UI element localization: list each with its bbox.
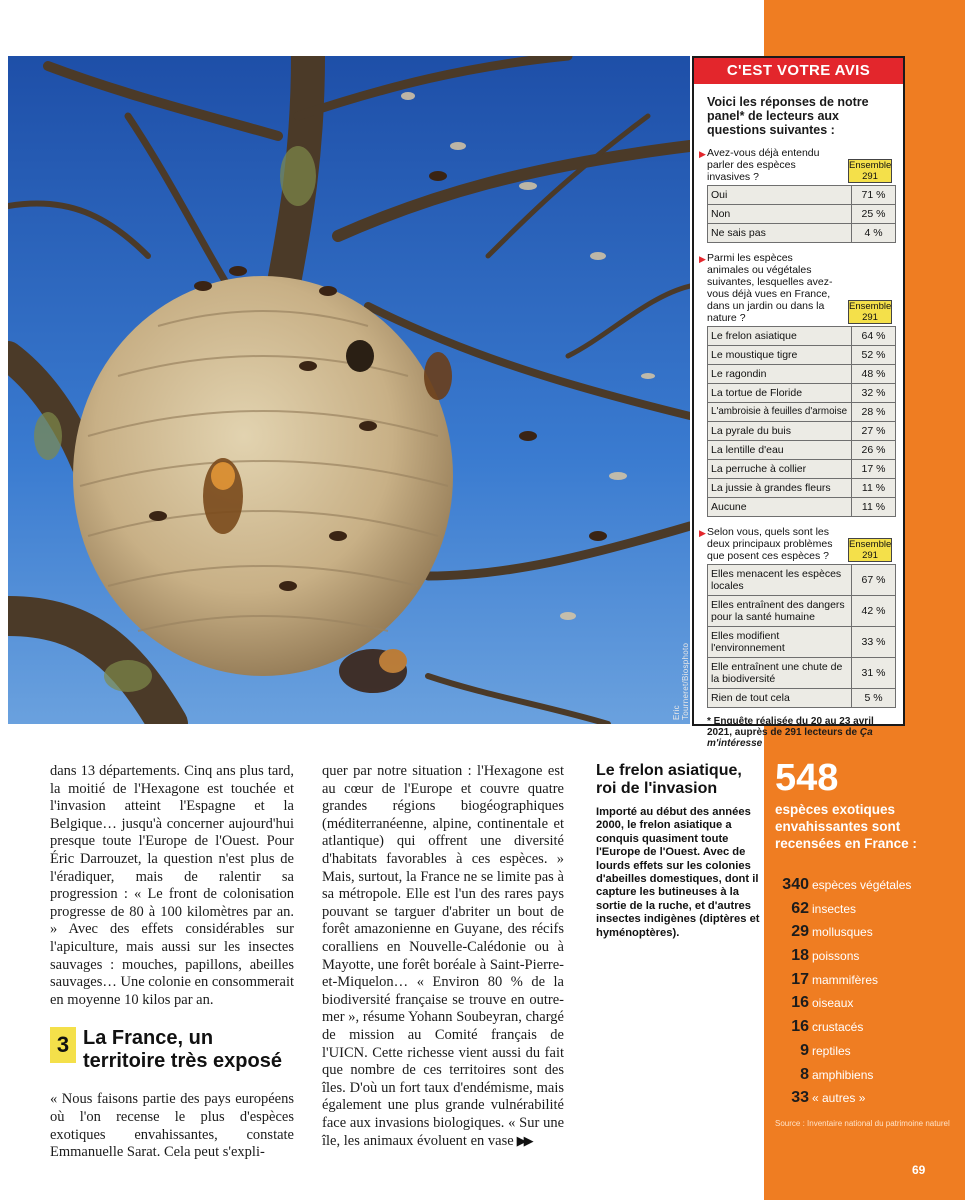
row-value: 25 % [852, 205, 896, 224]
table-row [708, 327, 896, 346]
sidebox-title: Le frelon asiatique, roi de l'invasion [596, 762, 742, 797]
row-value: 31 % [852, 658, 896, 689]
red-triangle-icon: ▶ [699, 149, 706, 159]
table-row [708, 186, 896, 205]
question-2-text: Parmi les espèces animales ou végétales suivantes, lesquelles avez-vous déjà vues en France, dans un jardin ou dans la nature ? [707, 252, 833, 324]
species-stats [775, 757, 955, 1128]
row-value: 5 % [852, 689, 896, 708]
row-label: La jussie à grandes fleurs [708, 479, 852, 498]
row-label: Aucune [708, 498, 852, 517]
ensemble-label: Ensemble [849, 539, 892, 550]
table-row [708, 441, 896, 460]
stat-number: 33 [791, 1089, 809, 1107]
row-value: 32 % [852, 384, 896, 403]
table-row [708, 658, 896, 689]
stat-label: espèces végétales [812, 878, 912, 892]
ensemble-count: 291 [862, 550, 878, 561]
list-item [775, 923, 955, 947]
red-triangle-icon: ▶ [699, 528, 706, 538]
section-number: 3 [50, 1027, 76, 1063]
stat-number: 17 [791, 970, 809, 988]
list-item [775, 971, 955, 995]
list-item [775, 876, 955, 900]
row-value: 71 % [852, 186, 896, 205]
table-row [708, 224, 896, 243]
ensemble-badge [848, 159, 892, 183]
poll-box [692, 56, 905, 749]
row-value: 11 % [852, 479, 896, 498]
poll-question-3 [694, 522, 903, 564]
row-value: 42 % [852, 596, 896, 627]
row-label: Elles entraînent des dangers pour la santé humaine [708, 596, 852, 627]
page-number: 69 [912, 1163, 926, 1177]
row-value: 48 % [852, 365, 896, 384]
stat-label: oiseaux [812, 996, 854, 1011]
question-1-text: Avez-vous déjà entendu parler des espèces invasives ? [707, 147, 820, 183]
poll-question-1 [694, 143, 903, 185]
row-label: Ne sais pas [708, 224, 852, 243]
poll-footnote [694, 708, 903, 749]
row-value: 27 % [852, 422, 896, 441]
stats-source: Source : Inventaire national du patrimoine naturel [775, 1118, 950, 1128]
row-label: Elle entraînent une chute de la biodiversité [708, 658, 852, 689]
section-title: La France, un territoire très exposé [83, 1027, 282, 1073]
section-heading [50, 1027, 294, 1073]
table-row [708, 205, 896, 224]
poll-header: C'EST VOTRE AVIS [694, 58, 903, 84]
sidebox-body: Importé au début des années 2000, le frelon asiatique a conquis quasiment toute l'Europe de l'Ouest. Avec de lourds effets sur les colonies d'abeilles domestiques, dont il capture les butineuses à la sortie de la ruche, et d'autres insectes indigènes (diptères et hyménoptères). [596, 806, 760, 939]
list-item [775, 1089, 955, 1113]
table-row [708, 596, 896, 627]
row-label: La tortue de Floride [708, 384, 852, 403]
row-value: 4 % [852, 224, 896, 243]
table-row [708, 384, 896, 403]
list-item [775, 1018, 955, 1042]
photo-credit: Eric Tourneret/Biosphoto [672, 642, 690, 720]
frelon-sidebox [596, 762, 761, 940]
poll-table-1 [707, 185, 896, 243]
row-label: Oui [708, 186, 852, 205]
footnote-text: * Enquête réalisée du 20 au 23 avril 2021, auprès de 291 lecteurs de [707, 716, 874, 738]
stat-label: crustacés [812, 1020, 864, 1035]
stat-label: mollusques [812, 925, 873, 940]
paragraph: « Nous faisons partie des pays européens où l'on recense le plus d'espèces exotiques envahissantes, constate Emmanuelle Sarat. Cela peut s'expli- [50, 1091, 294, 1161]
footnote-magazine: Ça m'intéresse [707, 727, 873, 749]
row-label: La pyrale du buis [708, 422, 852, 441]
stats-lead: espèces exotiques envahissantes sont recensées en France : [775, 802, 917, 851]
hornet-nest-photo [8, 56, 690, 724]
stat-label: « autres » [812, 1091, 866, 1106]
row-label: Le frelon asiatique [708, 327, 852, 346]
stat-label: insectes [812, 901, 857, 916]
list-item [775, 1066, 955, 1090]
paragraph: quer par notre situation : l'Hexagone est au cœur de l'Europe et couvre quatre grandes régions biogéographiques (méditerranéenne, alpine, continentale et atlantique) qui offrent une diversité d'habitats favorables à ces espèces. » Mais, surtout, la France ne se limite pas à sa métropole. Elle est l'un des rares pays pouvant se targuer d'abriter un bout de forêt amazonienne en Guyane, des récifs coralliens en Nouvelle-Calédonie ou à Mayotte, une forêt boréale à Saint-Pierre-et-Miquelon… « Environ 80 % de la biodiversité française se trouve en outre-mer », résume Yohann Soubeyran, chargé de mission au Comité français de l'UICN. Cette richesse vient aussi du fait que nombre de ces territoires sont des îles. D'où un fort taux d'endémisme, mais également une plus grande vulnérabilité face aux invasions biologiques. « Sur une île, les animaux évoluent en vase [322, 763, 564, 1150]
table-row [708, 460, 896, 479]
stat-label: amphibiens [812, 1067, 874, 1082]
stat-number: 16 [791, 994, 809, 1012]
article-column-2 [322, 763, 564, 1151]
row-value: 17 % [852, 460, 896, 479]
stats-list [775, 876, 955, 1113]
question-3-text: Selon vous, quels sont les deux principaux problèmes que posent ces espèces ? [707, 526, 833, 562]
red-triangle-icon: ▶ [699, 254, 706, 264]
table-row [708, 498, 896, 517]
row-label: Elles menacent les espèces locales [708, 565, 852, 596]
row-label: Non [708, 205, 852, 224]
poll-table-2 [707, 326, 896, 517]
stat-number: 16 [791, 1018, 809, 1036]
row-value: 26 % [852, 441, 896, 460]
row-label: La lentille d'eau [708, 441, 852, 460]
table-row [708, 689, 896, 708]
list-item [775, 900, 955, 924]
poll-table-3 [707, 564, 896, 708]
row-label: La perruche à collier [708, 460, 852, 479]
row-value: 33 % [852, 627, 896, 658]
stat-number: 18 [791, 947, 809, 965]
ensemble-label: Ensemble [849, 301, 892, 312]
ensemble-count: 291 [862, 312, 878, 323]
table-row [708, 479, 896, 498]
ensemble-count: 291 [862, 171, 878, 182]
row-value: 64 % [852, 327, 896, 346]
stat-number: 62 [791, 899, 809, 917]
stat-number: 8 [800, 1065, 809, 1083]
list-item [775, 994, 955, 1018]
table-row [708, 346, 896, 365]
row-label: Le ragondin [708, 365, 852, 384]
stat-label: mammifères [812, 972, 879, 987]
table-row [708, 627, 896, 658]
table-row [708, 365, 896, 384]
ensemble-badge [848, 300, 892, 324]
stat-number: 9 [800, 1041, 809, 1059]
list-item [775, 947, 955, 971]
row-value: 67 % [852, 565, 896, 596]
list-item [775, 1042, 955, 1066]
stats-total: 548 [775, 757, 839, 799]
table-row [708, 403, 896, 422]
ensemble-badge [848, 538, 892, 562]
ensemble-label: Ensemble [849, 160, 892, 171]
poll-intro: Voici les réponses de notre panel* de lecteurs aux questions suivantes : [707, 95, 869, 137]
continue-arrow-icon: ▶▶ [516, 1133, 531, 1149]
row-label: Elles modifient l'environnement [708, 627, 852, 658]
row-label: L'ambroisie à feuilles d'armoise [708, 403, 852, 422]
row-label: Rien de tout cela [708, 689, 852, 708]
row-label: Le moustique tigre [708, 346, 852, 365]
stat-label: poissons [812, 949, 860, 964]
paragraph: dans 13 départements. Cinq ans plus tard, la moitié de l'Hexagone est touchée et l'invasion atteint l'Espagne et la Belgique… jusqu'à concerner aujourd'hui presque toute l'Europe de l'Ouest. Pour Éric Darrouzet, la question n'est plus de l'éradiquer, mais de ralentir sa progression : « Le front de colonisation progresse de 80 à 100 kilomètres par an. » Avec des effets considérables sur l'apiculture, mais aussi sur les insectes sauvages : mouches, papillons, abeilles sauvages… Une colonie en consommerait en moyenne 10 kilos par an. [50, 763, 295, 1008]
row-value: 28 % [852, 403, 896, 422]
table-row [708, 422, 896, 441]
stat-number: 340 [782, 876, 809, 893]
row-value: 52 % [852, 346, 896, 365]
stat-number: 29 [791, 923, 809, 941]
poll-question-2 [694, 248, 903, 326]
article-column-1 [50, 763, 294, 1162]
row-value: 11 % [852, 498, 896, 517]
stat-label: reptiles [812, 1043, 851, 1058]
table-row [708, 565, 896, 596]
